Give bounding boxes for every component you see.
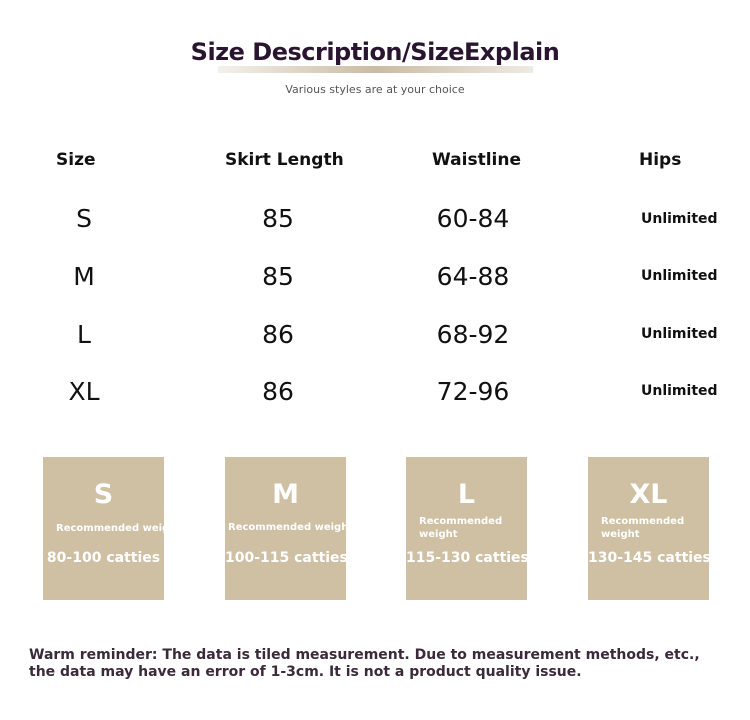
weight-card-xl — [588, 457, 709, 600]
card-size: XL — [629, 479, 668, 510]
page-subtitle: Various styles are at your choice — [285, 83, 465, 96]
cell-skirt-length: 86 — [262, 377, 294, 406]
card-label: Recommended weight — [601, 516, 685, 540]
cell-skirt-length: 86 — [262, 320, 294, 349]
cell-size: M — [73, 262, 95, 291]
cell-size: L — [77, 320, 91, 349]
column-header-skirt-length: Skirt Length — [225, 150, 344, 170]
cell-waistline: 64-88 — [436, 262, 510, 291]
page-title: Size Description/SizeExplain — [190, 38, 560, 66]
cell-hips: Unlimited — [641, 326, 718, 342]
cell-size: S — [76, 204, 92, 233]
cell-waistline: 68-92 — [436, 320, 510, 349]
weight-card-s — [43, 457, 182, 600]
cell-hips: Unlimited — [641, 268, 718, 284]
card-size: L — [457, 479, 476, 510]
cell-hips: Unlimited — [641, 383, 718, 399]
card-weight: 115-130 catties — [406, 550, 529, 566]
cell-skirt-length: 85 — [262, 262, 294, 291]
cell-size: XL — [68, 377, 100, 406]
warm-reminder-text: Warm reminder: The data is tiled measurement. Due to measurement methods, etc., the data may have an error of 1-3cm. It is not a product quality issue. — [29, 647, 700, 680]
card-size: M — [272, 479, 299, 510]
card-weight: 100-115 catties — [225, 550, 348, 566]
column-header-waistline: Waistline — [432, 150, 521, 170]
cell-skirt-length: 85 — [262, 204, 294, 233]
column-header-hips: Hips — [639, 150, 682, 170]
card-size: S — [93, 479, 114, 510]
column-header-size: Size — [56, 150, 96, 170]
weight-card-l — [406, 457, 527, 600]
card-label: Recommended weight — [419, 516, 503, 540]
card-label: Recommended weight — [228, 522, 354, 533]
cell-hips: Unlimited — [641, 211, 718, 227]
title-underline-decoration — [218, 66, 533, 73]
weight-card-m — [225, 457, 354, 600]
card-weight: 80-100 catties — [46, 550, 161, 566]
card-weight: 130-145 catties — [588, 550, 711, 566]
cell-waistline: 72-96 — [436, 377, 510, 406]
card-label: Recommended weight — [56, 523, 182, 534]
cell-waistline: 60-84 — [436, 204, 510, 233]
